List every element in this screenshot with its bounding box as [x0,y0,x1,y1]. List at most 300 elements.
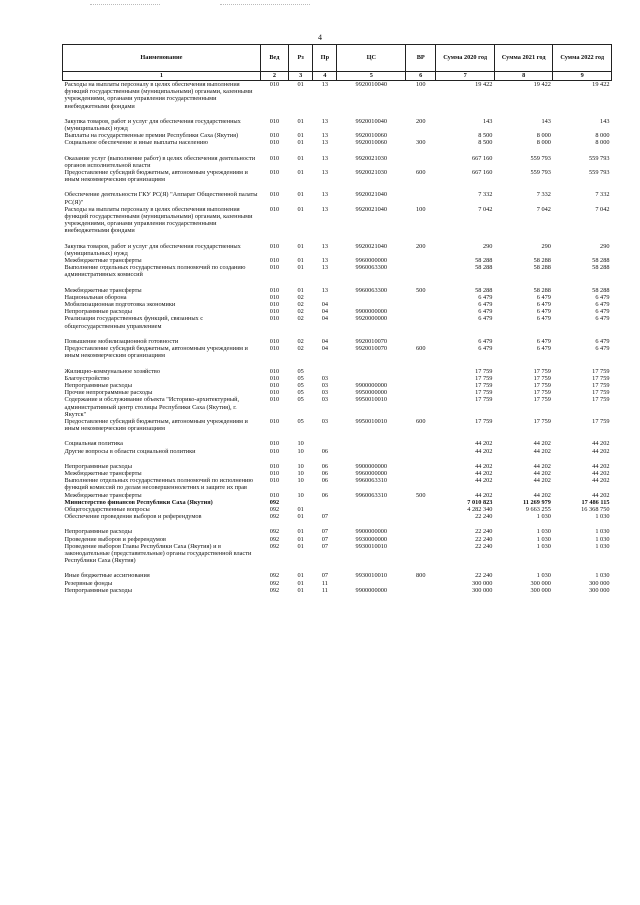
row-sum-2020: 6 479 [478,308,493,316]
row-vr [406,506,436,513]
row-sum-2022: 17 759 [592,381,610,389]
table-row [63,580,612,587]
row-vr [406,396,436,418]
row-sum-2022: 559 793 [589,169,610,177]
row-ved: 010 [269,132,280,140]
row-cs: 9960063310 [355,477,388,485]
row-ved: 010 [269,154,280,162]
row-ved: 092 [269,586,280,594]
row-name: Национальная оборона [64,293,127,301]
row-sum-2022: 19 422 [592,81,610,88]
row-vr: 100 [416,81,426,88]
row-ved: 092 [269,528,280,536]
row-sum-2021: 9 663 255 [525,505,551,513]
row-ved: 010 [269,286,280,294]
header-sum-2022: Сумма 2022 год [553,45,612,72]
row-rz: 02 [297,315,304,323]
row-pr: 11 [321,579,328,587]
row-sum-2022: 17 759 [592,417,610,425]
row-rz: 02 [297,293,304,301]
row-cs [337,294,406,301]
row-name: Закупка товаров, работ и услуг для обеспечения государственных (муниципальных) нужд [64,242,241,257]
row-vr [406,338,436,345]
row-sum-2022: 7 332 [595,191,610,199]
row-ved: 010 [269,491,280,499]
row-sum-2020: 22 240 [475,572,493,580]
row-sum-2020: 6 479 [478,337,493,345]
row-rz: 01 [297,572,304,580]
row-sum-2021: 300 000 [530,586,551,594]
row-sum-2021: 44 202 [533,462,551,470]
row-pr: 03 [321,396,329,404]
row-vr: 200 [416,117,426,125]
row-vr [406,382,436,389]
row-sum-2021: 143 [541,117,551,125]
row-name: Проведение выборов и референдумов [64,535,167,543]
row-rz: 01 [297,505,304,513]
row-rz: 01 [297,513,304,521]
row-rz: 01 [297,81,304,88]
row-vr: 200 [416,242,426,250]
row-rz: 01 [297,191,304,199]
row-ved: 010 [269,242,280,250]
row-pr [313,294,337,301]
row-rz: 01 [297,586,304,594]
row-pr: 13 [321,264,329,272]
row-pr: 13 [321,242,329,250]
row-rz: 01 [297,154,304,162]
table-row [63,169,612,183]
row-name: Непрограммные расходы [64,308,132,316]
row-rz: 01 [297,264,304,272]
header-ved: Вед [260,45,288,72]
row-sum-2021: 559 793 [530,169,551,177]
row-sum-2022: 7 042 [595,205,610,213]
table-row [63,513,612,520]
row-sum-2022: 6 479 [595,345,610,353]
row-sum-2020: 6 479 [478,293,493,301]
row-vr: 300 [416,139,426,147]
row-name: Предоставление субсидий бюджетным, автономным учреждениям и иным некоммерческим организациям [64,169,248,184]
table-row [63,155,612,169]
row-sum-2022: 559 793 [589,154,610,162]
row-vr [406,580,436,587]
row-cs: 9900000000 [355,586,388,594]
row-rz: 01 [297,535,304,543]
row-sum-2020: 4 282 340 [467,505,493,513]
row-ved: 010 [269,447,280,455]
row-sum-2022: 58 288 [592,286,610,294]
scan-artifact [220,4,310,6]
row-spacer [63,455,612,463]
column-number: 5 [337,72,406,81]
row-ved: 010 [269,117,280,125]
row-pr: 07 [321,535,329,543]
row-rz: 10 [297,440,304,448]
table-body [63,81,612,594]
header-name: Наименование [63,45,261,72]
row-sum-2022: 8 000 [595,132,610,140]
row-cs [337,368,406,375]
row-ved: 010 [269,293,280,301]
row-rz: 10 [297,491,304,499]
row-pr: 13 [321,286,329,294]
row-cs: 9960063310 [355,491,388,499]
row-cs: 9960063300 [355,286,388,294]
row-cs: 9900000000 [355,308,388,316]
row-ved: 010 [269,337,280,345]
row-cs [337,506,406,513]
row-name: Иные бюджетные ассигнования [64,572,150,580]
row-pr: 04 [321,308,329,316]
row-sum-2022: 1 030 [595,513,610,521]
row-sum-2022: 6 479 [595,301,610,309]
row-sum-2020: 6 479 [478,301,493,309]
row-spacer [63,330,612,338]
row-vr [406,368,436,375]
row-name: Благоустройство [64,374,110,382]
row-name: Межбюджетные трансферты [64,257,142,265]
row-pr: 13 [321,81,329,88]
row-sum-2021: 1 030 [536,572,551,580]
row-vr [406,440,436,447]
row-cs: 9930000000 [355,535,388,543]
row-cs: 9920021040 [355,205,388,213]
row-rz: 05 [297,381,304,389]
row-name: Прочие непрограммные расходы [64,389,153,397]
row-sum-2020: 44 202 [475,491,493,499]
table-row [63,382,612,389]
row-rz: 02 [297,337,304,345]
row-pr: 03 [321,374,329,382]
row-vr: 100 [416,205,426,213]
row-sum-2022: 44 202 [592,462,610,470]
row-rz: 01 [297,132,304,140]
row-sum-2020: 8 500 [478,132,493,140]
row-vr [406,155,436,169]
table-row [63,257,612,264]
row-sum-2022: 290 [600,242,610,250]
row-cs: 9900000000 [355,528,388,536]
row-sum-2021: 6 479 [536,293,551,301]
row-pr: 03 [321,381,329,389]
row-sum-2021: 17 759 [533,389,551,397]
row-sum-2020: 290 [482,242,493,250]
row-ved: 010 [269,257,280,265]
row-ved: 010 [269,374,280,382]
row-name: Резервные фонды [64,579,113,587]
row-cs: 9950010010 [355,396,388,404]
row-sum-2022: 1 030 [595,572,610,580]
row-vr: 600 [416,417,426,425]
table-row [63,287,612,294]
row-sum-2021: 44 202 [533,447,551,455]
row-vr: 600 [416,345,426,353]
row-sum-2020: 300 000 [471,579,493,587]
row-rz: 01 [297,139,304,147]
row-sum-2020: 17 759 [475,374,493,382]
page-number: 4 [318,33,322,42]
row-ved: 010 [269,367,280,375]
row-sum-2021: 58 288 [533,264,551,272]
row-vr [406,191,436,205]
row-sum-2021: 6 479 [536,337,551,345]
row-ved: 010 [269,139,280,147]
row-pr: 13 [321,169,329,177]
row-sum-2022: 6 479 [595,308,610,316]
row-sum-2021: 1 030 [536,542,551,550]
spacer-cell [63,360,612,368]
row-name: Выполнение отдельных государственных полномочий по созданию административных комиссий [64,264,246,279]
row-name: Социальная политика [64,440,123,448]
row-name: Закупка товаров, работ и услуг для обеспечения государственных (муниципальных) нужд [64,117,241,133]
row-rz: 01 [297,579,304,587]
row-ved: 010 [269,462,280,470]
row-name: Предоставление субсидий бюджетным, автономным учреждениям и иным некоммерческим организациям [64,417,248,433]
row-ved: 010 [269,308,280,316]
row-name: Непрограммные расходы [64,381,132,389]
row-sum-2021: 17 759 [533,367,551,375]
table-row [63,536,612,543]
table-row [63,368,612,375]
row-name: Межбюджетные трансферты [64,491,142,499]
row-sum-2020: 667 160 [471,169,493,177]
row-pr: 13 [321,205,329,213]
row-pr: 07 [321,542,329,550]
row-vr [406,470,436,477]
row-pr: 06 [321,469,329,477]
row-rz: 01 [297,117,304,125]
row-sum-2020: 44 202 [475,447,493,455]
row-pr [313,506,337,513]
row-sum-2021: 6 479 [536,315,551,323]
row-vr [406,375,436,382]
table-row [63,206,612,235]
table-row [63,118,612,132]
column-number: 9 [553,72,612,81]
row-vr [406,477,436,491]
table-row [63,572,612,579]
row-sum-2020: 17 759 [475,417,493,425]
row-sum-2021: 6 479 [536,345,551,353]
row-name: Повышение мобилизационной готовности [64,337,179,345]
row-name: Межбюджетные трансферты [64,286,142,294]
row-pr: 04 [321,315,329,323]
row-cs [337,375,406,382]
row-sum-2022: 17 759 [592,396,610,404]
row-sum-2022: 44 202 [592,491,610,499]
row-ved: 010 [269,440,280,448]
row-ved: 010 [269,345,280,353]
column-number: 1 [63,72,261,81]
row-name: Межбюджетные трансферты [64,469,142,477]
row-vr [406,463,436,470]
row-sum-2020: 17 759 [475,396,493,404]
row-name: Предоставление субсидий бюджетным, автономным учреждениям и иным некоммерческим организациям [64,345,248,360]
row-ved: 092 [269,542,280,550]
row-sum-2020: 44 202 [475,440,493,448]
row-sum-2020: 17 759 [475,367,493,375]
row-name: Общегосударственные вопросы [64,505,150,513]
row-ved: 092 [269,579,280,587]
table-row [63,139,612,146]
row-sum-2020: 22 240 [475,542,493,550]
row-ved: 010 [269,417,280,425]
row-cs: 9920021040 [355,191,388,199]
row-sum-2022: 17 759 [592,367,610,375]
row-cs [337,448,406,455]
row-vr [406,499,436,506]
row-cs: 9920010060 [355,139,388,147]
row-sum-2022: 1 030 [595,528,610,536]
row-rz: 05 [297,374,304,382]
row-cs: 9950000000 [355,389,388,397]
row-spacer [63,183,612,191]
row-sum-2021: 19 422 [533,81,551,88]
row-vr: 500 [416,491,426,499]
row-sum-2022: 44 202 [592,469,610,477]
row-vr: 600 [416,169,426,177]
row-sum-2021: 17 759 [533,381,551,389]
row-cs [337,580,406,587]
row-sum-2021: 1 030 [536,535,551,543]
row-vr [406,543,436,565]
row-sum-2020: 17 759 [475,381,493,389]
row-spacer [63,432,612,440]
row-sum-2022: 1 030 [595,542,610,550]
table-row [63,528,612,535]
row-spacer [63,360,612,368]
row-name: Другие вопросы в области социальной политики [64,447,196,455]
row-sum-2021: 44 202 [533,469,551,477]
row-cs: 9930010010 [355,572,388,580]
row-sum-2021: 44 202 [533,477,551,485]
row-vr [406,257,436,264]
table-row [63,132,612,139]
row-pr: 06 [321,447,329,455]
row-cs: 9950010010 [355,417,388,425]
row-vr [406,308,436,315]
row-name: Непрограммные расходы [64,528,132,536]
row-cs: 9920000000 [355,315,388,323]
row-pr [313,440,337,447]
row-pr: 06 [321,491,329,499]
row-sum-2022: 6 479 [595,337,610,345]
row-cs: 9920010040 [355,81,388,88]
row-ved: 010 [269,381,280,389]
row-cs: 9920010070 [355,337,388,345]
spacer-cell [63,235,612,243]
row-sum-2020: 17 759 [475,389,493,397]
row-sum-2022: 17 759 [592,389,610,397]
row-ved: 010 [269,191,280,199]
header-sum-2020: Сумма 2020 год [436,45,495,72]
row-ved: 010 [269,205,280,213]
row-rz: 02 [297,301,304,309]
row-ved: 092 [269,513,280,521]
row-cs: 9920021030 [355,169,388,177]
row-sum-2020: 7 042 [478,205,493,213]
row-sum-2022: 58 288 [592,257,610,265]
row-sum-2021: 8 000 [536,139,551,147]
row-rz: 10 [297,447,304,455]
row-sum-2020: 8 500 [478,139,493,147]
table-row [63,492,612,499]
row-sum-2021: 11 269 979 [522,498,551,506]
row-sum-2020: 22 240 [475,513,493,521]
table-row [63,543,612,565]
row-pr: 13 [321,257,329,265]
spacer-cell [63,330,612,338]
row-rz: 02 [297,308,304,316]
row-rz: 10 [297,462,304,470]
table-row [63,294,612,301]
row-sum-2022: 300 000 [589,579,610,587]
row-cs [337,301,406,308]
row-pr: 06 [321,477,329,485]
header-pr: Пр [313,45,337,72]
row-ved: 010 [269,264,280,272]
row-sum-2021: 17 759 [533,396,551,404]
row-name: Содержание и обслуживание объекта "Историко-архитектурный, административный центр столицы Республики Саха (Якутия), г. Якутск" [64,396,240,418]
row-name: Непрограммные расходы [64,586,132,594]
column-number: 6 [406,72,436,81]
row-sum-2021: 44 202 [533,440,551,448]
row-name: Социальное обеспечение и иные выплаты населению [64,139,208,147]
row-spacer [63,279,612,287]
row-sum-2021: 17 759 [533,417,551,425]
column-number: 2 [260,72,288,81]
row-name: Обеспечение проведения выборов и референдумов [64,513,202,521]
row-vr: 800 [416,572,426,580]
row-sum-2021: 1 030 [536,513,551,521]
row-pr: 13 [321,132,329,140]
row-sum-2021: 8 000 [536,132,551,140]
spacer-cell [63,455,612,463]
row-pr [313,368,337,375]
row-ved: 010 [269,396,280,404]
row-spacer [63,147,612,155]
budget-table [62,44,612,594]
row-pr: 13 [321,139,329,147]
row-ved: 010 [269,389,280,397]
row-name: Оказание услуг (выполнение работ) в целях обеспечения деятельности органов исполнительной власти [64,154,256,169]
row-sum-2020: 19 422 [475,81,493,88]
row-rz: 01 [297,528,304,536]
spacer-cell [63,432,612,440]
row-sum-2020: 6 479 [478,345,493,353]
row-sum-2021: 559 793 [530,154,551,162]
row-rz: 05 [297,367,304,375]
table-row [63,506,612,513]
row-pr: 03 [321,417,329,425]
table-row [63,587,612,594]
table-row [63,477,612,491]
table-row [63,463,612,470]
row-ved: 010 [269,477,280,485]
table-row [63,81,612,110]
row-rz: 01 [297,169,304,177]
row-name: Выплаты на государственные премии Республики Саха (Якутия) [64,132,239,140]
row-sum-2021: 290 [541,242,551,250]
row-rz [289,499,313,506]
row-name: Непрограммные расходы [64,462,132,470]
table-row [63,448,612,455]
row-cs: 9900000000 [355,462,388,470]
header-rz: Рз [289,45,313,72]
row-sum-2021: 6 479 [536,301,551,309]
row-rz: 01 [297,257,304,265]
